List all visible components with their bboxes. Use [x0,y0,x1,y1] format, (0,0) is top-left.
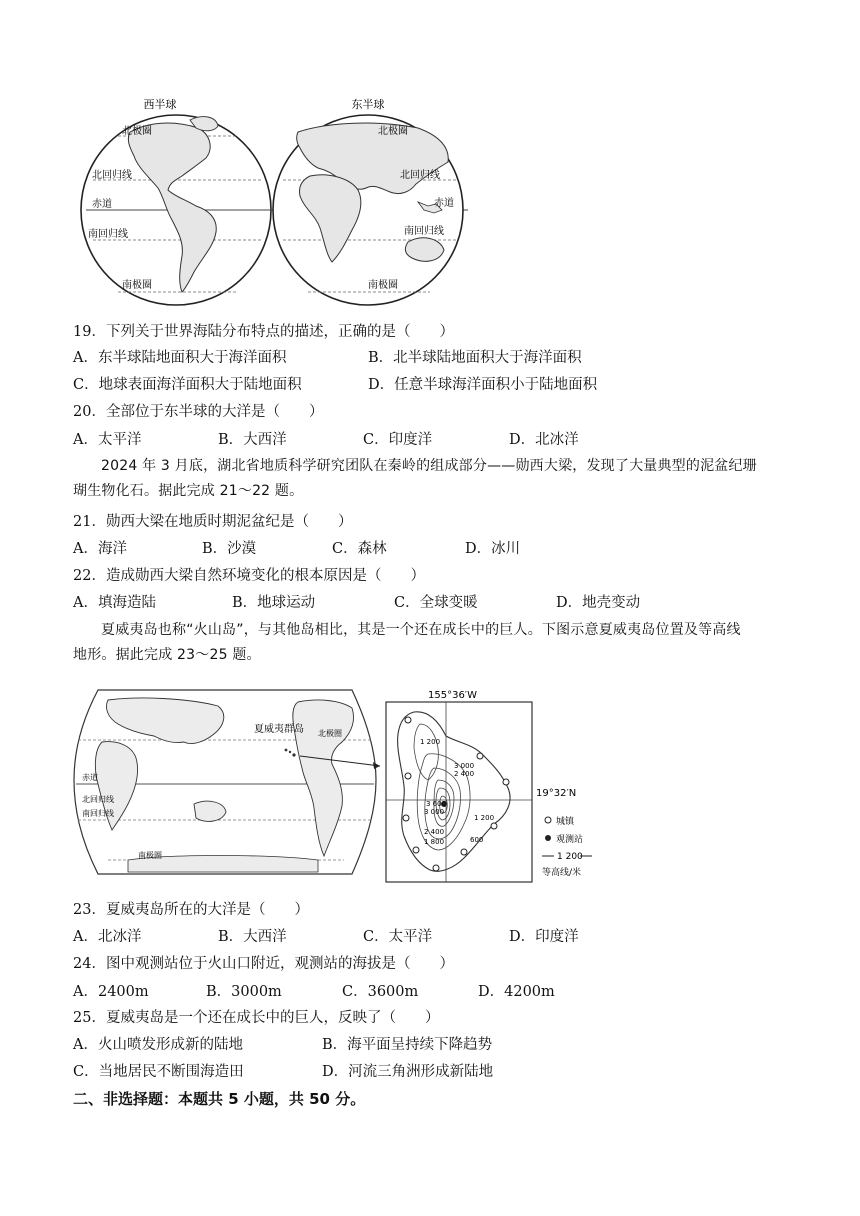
legend-town-label: 城镇 [556,817,575,827]
question-19-option-d: D．任意半球海洋面积小于陆地面积 [368,377,598,393]
question-22-option-a: A．填海造陆 [73,595,156,611]
question-20-stem: 20．全部位于东半球的大洋是（ ） [73,404,324,420]
west-tropic-cancer-label: 北回归线 [92,170,132,181]
question-25-option-a: A．火山喷发形成新的陆地 [73,1037,243,1053]
contour-label: 2 400 [454,770,475,778]
question-21-option-c: C．森林 [332,541,387,557]
contour-label: 1 200 [474,814,495,822]
contour-map-frame [386,702,532,882]
question-21-option-a: A．海洋 [73,541,127,557]
world-antarctic-label: 南极圈 [138,851,162,860]
question-24-option-c: C．3600m [342,984,419,1000]
question-20-option-b: B．大西洋 [218,432,287,448]
east-antarctic-label: 南极圈 [368,280,398,291]
contour-label: 600 [470,836,484,844]
question-22-option-c: C．全球变暖 [394,595,478,611]
west-tropic-capricorn-label: 南回归线 [88,229,128,240]
west-hemisphere-title: 西半球 [143,98,177,111]
section-heading: 二、非选择题：本题共 5 小题，共 50 分。 [73,1090,366,1108]
legend-town-icon [545,817,551,823]
question-23-option-a: A．北冰洋 [73,929,142,945]
question-21-stem: 21．勋西大梁在地质时期泥盆纪是（ ） [73,514,353,530]
question-21-option-b: B．沙漠 [202,541,257,557]
question-24-stem: 24．图中观测站位于火山口附近，观测站的海拔是（ ） [73,956,454,972]
question-21-option-d: D．冰川 [465,541,521,557]
question-25-stem: 25．夏威夷岛是一个还在成长中的巨人，反映了（ ） [73,1010,440,1026]
world-arctic-label: 北极圈 [318,729,342,738]
hawaii-figure [68,684,608,890]
hawaii-islands-label: 夏威夷群岛 [254,724,304,735]
passage-2 [73,618,788,668]
passage-1-line-1: 2024 年 3 月底，湖北省地质科学研究团队在秦岭的组成部分——勋西大梁，发现了大量典型的泥盆纪珊 [101,458,757,474]
question-19-option-b: B．北半球陆地面积大于海洋面积 [368,350,582,366]
contour-label: 2 400 [424,828,445,836]
question-24-option-a: A．2400m [73,984,149,1000]
contour-label: 3 000 [424,808,445,816]
east-equator-label: 赤道 [434,198,454,209]
question-23-option-b: B．大西洋 [218,929,287,945]
contour-label: 3 000 [454,762,475,770]
question-19-stem: 19．下列关于世界海陆分布特点的描述，正确的是（ ） [73,324,454,340]
world-tropic-capricorn-label: 南回归线 [82,809,114,818]
world-tropic-cancer-label: 北回归线 [82,795,114,804]
legend-contour-sample: 1 200 [557,852,583,862]
passage-2-line-2: 地形。据此完成 23～25 题。 [73,647,261,663]
question-25-option-c: C．当地居民不断围海造田 [73,1064,244,1080]
question-23-option-c: C．太平洋 [363,929,433,945]
question-22-stem: 22．造成勋西大梁自然环境变化的根本原因是（ ） [73,568,425,584]
legend-station-icon [545,835,551,841]
question-25-option-b: B．海平面呈持续下降趋势 [322,1037,493,1053]
legend-station-label: 观测站 [556,835,584,845]
west-equator-label: 赤道 [92,199,112,210]
longitude-label: 155°36′W [428,690,477,701]
contour-label: 3 600 [426,800,447,808]
hemisphere-map [78,92,468,310]
question-24-option-d: D．4200m [478,984,555,1000]
question-22-option-d: D．地壳变动 [556,595,641,611]
question-22-option-b: B．地球运动 [232,595,316,611]
question-19-option-c: C．地球表面海洋面积大于陆地面积 [73,377,302,393]
question-20-option-d: D．北冰洋 [509,432,579,448]
question-19-option-a: A．东半球陆地面积大于海洋面积 [73,350,287,366]
question-23-stem: 23．夏威夷岛所在的大洋是（ ） [73,902,309,918]
east-tropic-capricorn-label: 南回归线 [404,226,444,237]
passage-1-line-2: 瑚生物化石。据此完成 21～22 题。 [73,483,304,499]
west-antarctic-label: 南极圈 [122,280,152,291]
legend-contour-caption: 等高线/米 [542,868,582,878]
passage-1 [73,454,788,504]
east-arctic-label: 北极圈 [378,126,408,137]
contour-label: 1 200 [420,738,441,746]
latitude-label: 19°32′N [536,788,577,799]
west-arctic-label: 北极圈 [122,126,152,137]
east-hemisphere-title: 东半球 [351,98,385,111]
question-25-option-d: D．河流三角洲形成新陆地 [322,1064,494,1080]
question-24-option-b: B．3000m [206,984,282,1000]
world-equator-label: 赤道 [82,773,98,782]
question-20-option-a: A．太平洋 [73,432,142,448]
passage-2-line-1: 夏威夷岛也称“火山岛”，与其他岛相比，其是一个还在成长中的巨人。下图示意夏威夷岛位置及等高线 [101,622,741,638]
east-tropic-cancer-label: 北回归线 [400,170,440,181]
pointer-arrow-head [373,762,380,769]
contour-label: 1 800 [424,838,445,846]
question-20-option-c: C．印度洋 [363,432,433,448]
question-23-option-d: D．印度洋 [509,929,579,945]
